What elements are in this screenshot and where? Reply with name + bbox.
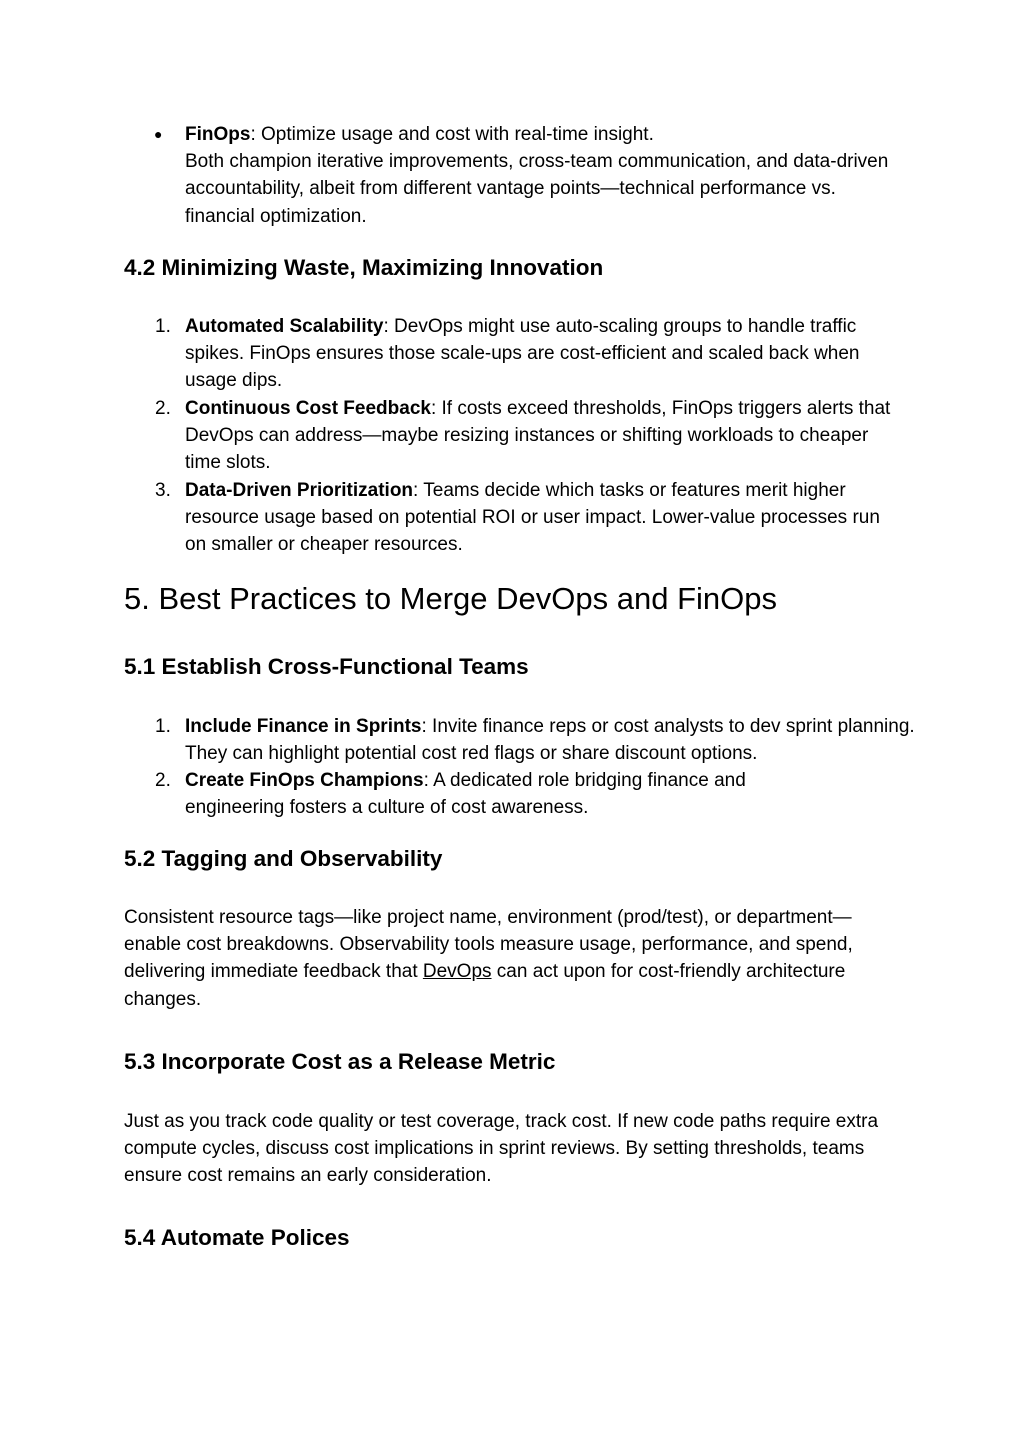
list-number: 2. — [155, 770, 171, 791]
list-item — [185, 395, 905, 477]
list-item-term: Continuous Cost Feedback — [185, 398, 431, 419]
bullet-term: FinOps — [185, 124, 251, 145]
bullet-continuation: Both champion iterative improvements, cross-team communication, and data-driven accountability, albeit from different vantage points—technical performance vs. financial optimization. — [185, 151, 889, 227]
devops-link[interactable]: DevOps — [422, 961, 492, 983]
bullet-marker: ● — [154, 126, 163, 142]
list-item-text: : Invite finance reps or cost analysts to dev sprint planning. They can highlight potential cost red flags or share discount options. — [185, 716, 915, 765]
list-item — [185, 713, 915, 767]
list-number: 2. — [155, 398, 171, 419]
list-item-text: : If costs exceed thresholds, FinOps triggers alerts that DevOps can address—maybe resizing instances or shifting workloads to cheaper time slots. — [185, 398, 891, 474]
list-number: 3. — [155, 480, 171, 501]
paragraph-text: can act upon for cost-friendly architecture changes. — [124, 961, 846, 1010]
list-item-term: Data-Driven Prioritization — [185, 480, 414, 501]
heading-5-1: 5.1 Establish Cross-Functional Teams — [124, 654, 529, 679]
paragraph-release-metric: Just as you track code quality or test coverage, track cost. If new code paths require extra compute cycles, discuss cost implications in sprint reviews. By setting thresholds, teams ensure cost remains an early consideration. — [124, 1111, 879, 1187]
heading-5: 5. Best Practices to Merge DevOps and FinOps — [124, 581, 777, 616]
list-item-text: : DevOps might use auto-scaling groups to handle traffic spikes. FinOps ensures those scale-ups are cost-efficient and scaled back when usage dips. — [185, 316, 860, 392]
heading-5-4: 5.4 Automate Polices — [124, 1225, 350, 1250]
heading-4-2: 4.2 Minimizing Waste, Maximizing Innovation — [124, 255, 604, 280]
heading-5-3: 5.3 Incorporate Cost as a Release Metric — [124, 1049, 556, 1074]
list-item — [185, 313, 905, 395]
list-item-term: Include Finance in Sprints — [185, 716, 422, 737]
heading-5-2: 5.2 Tagging and Observability — [124, 846, 443, 871]
list-item-term: Create FinOps Champions — [185, 770, 424, 791]
list-item-term: Automated Scalability — [185, 316, 384, 337]
bullet-text: : Optimize usage and cost with real-time insight. — [250, 124, 654, 145]
list-item — [185, 767, 825, 821]
list-number: 1. — [155, 716, 171, 737]
paragraph-text: Consistent resource tags—like project name, environment (prod/test), or department—enable cost breakdowns. Observability tools measure usage, performance, and spend, delivering immediate feedback that — [124, 907, 853, 983]
paragraph-tagging — [124, 904, 894, 1013]
list-item-text: : Teams decide which tasks or features merit higher resource usage based on potential ROI or user impact. Lower-value processes run on smaller or cheaper resources. — [185, 480, 880, 556]
list-item-text: : A dedicated role bridging finance and engineering fosters a culture of cost awareness. — [185, 770, 746, 819]
finops-bullet-item — [185, 121, 905, 230]
list-number: 1. — [155, 316, 171, 337]
list-item — [185, 477, 905, 559]
